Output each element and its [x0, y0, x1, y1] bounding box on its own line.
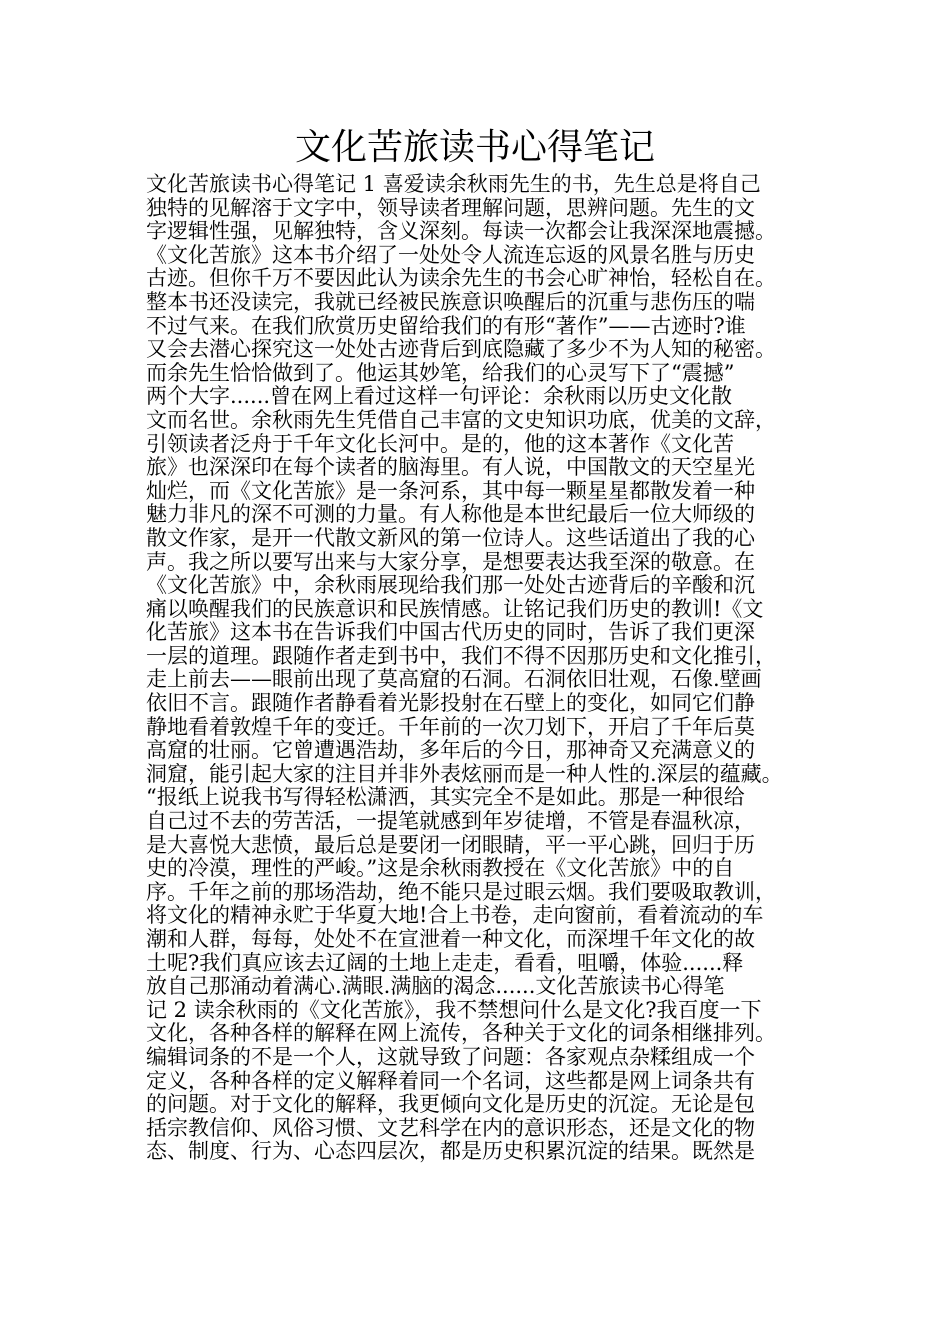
text-line: 定义，各种各样的定义解释着同一个名词，这些都是网上词条共有	[146, 1069, 755, 1093]
text-line: 而余先生恰恰做到了。他运其妙笔，给我们的心灵写下了“震撼”	[146, 361, 735, 385]
text-line: 声。我之所以要写出来与大家分享，是想要表达我至深的敬意。在	[146, 550, 755, 574]
text-line: 自己过不去的劳苦活，一提笔就感到年岁徒增，不管是春温秋凉，	[146, 810, 755, 834]
text-line: 痛以唤醒我们的民族意识和民族情感。让铭记我们历史的教训!《文	[146, 597, 764, 621]
text-line: 文而名世。余秋雨先生凭借自己丰富的文史知识功底，优美的文辞，	[146, 408, 776, 432]
text-line: 整本书还没读完，我就已经被民族意识唤醒后的沉重与悲伤压的喘	[146, 290, 755, 314]
text-line: 高窟的壮丽。它曾遭遇浩劫，多年后的今日，那神奇又充满意义的	[146, 739, 755, 763]
text-line: 括宗教信仰、风俗习惯、文艺科学在内的意识形态，还是文化的物	[146, 1116, 755, 1140]
text-line: “报纸上说我书写得轻松潇洒，其实完全不是如此。那是一种很给	[146, 786, 745, 810]
document-title: 文化苦旅读书心得笔记	[294, 127, 655, 168]
text-line: 的问题。对于文化的解释，我更倾向文化是历史的沉淀。无论是包	[146, 1093, 755, 1117]
text-line: 走上前去——眼前出现了莫高窟的石洞。石洞依旧壮观，石像.壁画	[146, 668, 762, 692]
text-line: 潮和人群，每每，处处不在宣泄着一种文化，而深埋千年文化的故	[146, 928, 755, 951]
text-line: 又会去潜心探究这一处处古迹背后到底隐藏了多少不为人知的秘密。	[146, 338, 776, 362]
text-line: 洞窟，能引起大家的注目并非外表炫丽而是一种人性的.深层的蕴藏。	[146, 762, 783, 786]
text-line: 字逻辑性强，见解独特，含义深刻。每读一次都会让我深深地震撼。	[146, 220, 776, 244]
text-line: 魅力非凡的深不可测的力量。有人称他是本世纪最后一位大师级的	[146, 503, 755, 527]
text-line: 古迹。但你千万不要因此认为读余先生的书会心旷神怡，轻松自在。	[146, 267, 776, 291]
text-line: 放自己那涌动着满心.满眼.满脑的渴念......文化苦旅读书心得笔	[146, 975, 725, 999]
text-line: 不过气来。在我们欣赏历史留给我们的有形“著作”——古迹时?谁	[146, 314, 746, 338]
text-line: 独特的见解溶于文字中，领导读者理解问题，思辨问题。先生的文	[146, 196, 755, 220]
text-line: 化苦旅》这本书在告诉我们中国古代历史的同时，告诉了我们更深	[146, 621, 755, 645]
text-line: 一层的道理。跟随作者走到书中，我们不得不因那历史和文化推引，	[146, 644, 776, 668]
text-line: 序。千年之前的那场浩劫，绝不能只是过眼云烟。我们要吸取教训，	[146, 880, 776, 904]
text-line: 是大喜悦大悲愤，最后总是要闭一闭眼睛，平一平心跳，回归于历	[146, 833, 755, 857]
text-line: 土呢?我们真应该去辽阔的土地上走走，看看，咀嚼，体验......释	[146, 951, 744, 975]
text-line: 将文化的精神永贮于华夏大地!合上书卷，走向窗前，看着流动的车	[146, 904, 764, 928]
text-line: 两个大字......曾在网上看过这样一句评论：余秋雨以历史文化散	[146, 385, 733, 409]
text-line: 《文化苦旅》中，余秋雨展现给我们那一处处古迹背后的辛酸和沉	[146, 574, 755, 598]
text-line: 《文化苦旅》这本书介绍了一处处令人流连忘返的风景名胜与历史	[146, 243, 755, 267]
text-line: 静地看着敦煌千年的变迁。千年前的一次刀划下，开启了千年后莫	[146, 715, 755, 739]
document-body	[146, 173, 818, 1164]
text-line: 编辑词条的不是一个人，这就导致了问题：各家观点杂糅组成一个	[146, 1045, 755, 1069]
text-line: 旅》也深深印在每个读者的脑海里。有人说，中国散文的天空星光	[146, 456, 755, 480]
text-line: 依旧不言。跟随作者静看着光影投射在石壁上的变化，如同它们静	[146, 692, 755, 716]
text-line: 灿烂，而《文化苦旅》是一条河系，其中每一颗星星都散发着一种	[146, 479, 755, 503]
text-line: 引领读者泛舟于千年文化长河中。是的，他的这本著作《文化苦	[146, 432, 734, 456]
text-line: 文化苦旅读书心得笔记 1 喜爱读余秋雨先生的书，先生总是将自己	[146, 173, 761, 196]
text-line: 文化，各种各样的解释在网上流传，各种关于文化的词条相继排列。	[146, 1022, 776, 1046]
text-line: 散文作家，是开一代散文新风的第一位诗人。这些话道出了我的心	[146, 526, 755, 550]
text-line: 记 2 读余秋雨的《文化苦旅》，我不禁想问什么是文化?我百度一下	[146, 998, 762, 1022]
text-line: 态、制度、行为、心态四层次，都是历史积累沉淀的结果。既然是	[146, 1140, 755, 1164]
text-line: 史的冷漠，理性的严峻。”这是余秋雨教授在《文化苦旅》中的自	[146, 857, 735, 881]
